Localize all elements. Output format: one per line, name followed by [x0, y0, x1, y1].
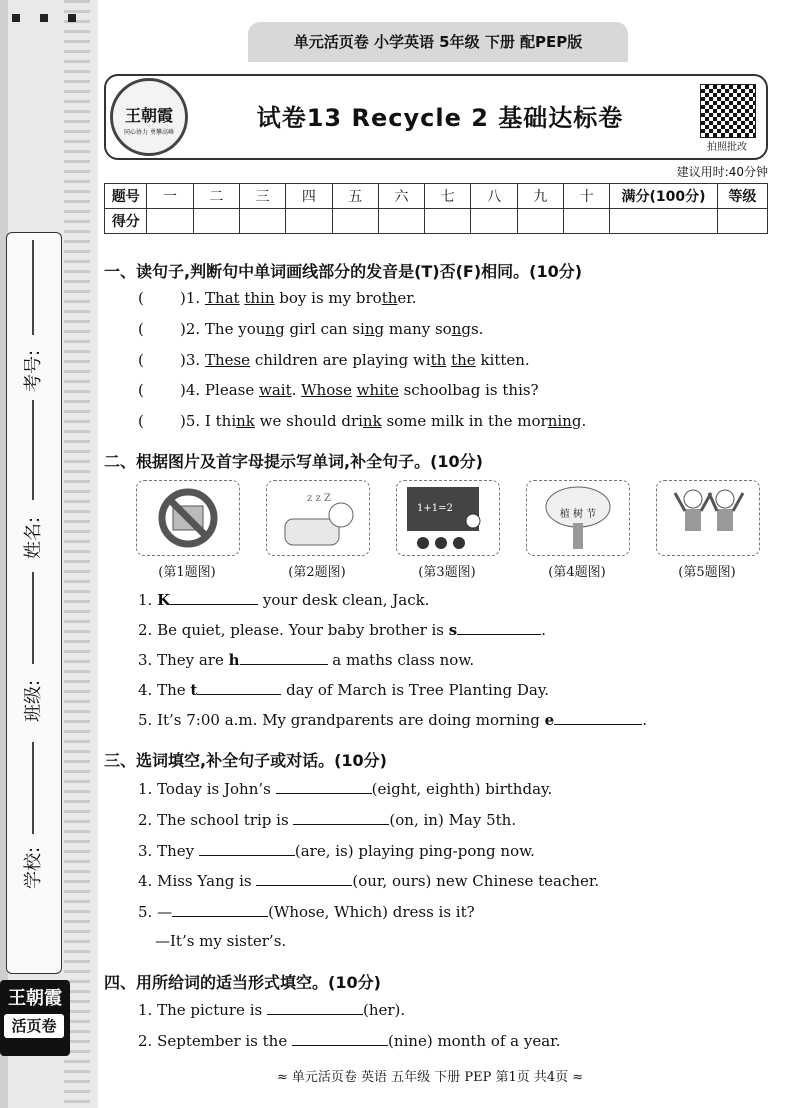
underlined-text: ng [364, 320, 385, 338]
score-cell[interactable] [564, 209, 610, 234]
suggested-time: 建议用时:40分钟 [676, 165, 768, 179]
tree-sign: 植 树 节 [559, 509, 597, 520]
text: (are, is) playing ping-pong now. [294, 842, 535, 860]
s3-item-4 [138, 871, 599, 890]
text: day of March is Tree Planting Day. [281, 681, 550, 699]
page-title: 试卷13 Recycle 2 基础达标卷 [256, 104, 624, 132]
s3-item-5 [138, 902, 475, 921]
picture-caption: (第4题图) [548, 565, 606, 580]
text: (eight, eighth) birthday. [371, 780, 553, 798]
table-cell: 十 [564, 184, 610, 209]
score-cell[interactable] [239, 209, 285, 234]
s1-item-3 [138, 351, 530, 369]
page-footer: ≈ 单元活页卷 英语 五年级 下册 PEP 第1页 共4页 ≈ [276, 1070, 584, 1085]
underlined-text: nk [362, 412, 382, 430]
answer-blank[interactable] [267, 1000, 363, 1015]
answer-blank[interactable] [199, 841, 295, 856]
underlined-text: ng [265, 320, 285, 338]
underlined-text: That [204, 289, 240, 307]
text: girl can si [284, 320, 365, 338]
picture-caption: (第2题图) [288, 565, 346, 580]
answer-blank[interactable] [256, 871, 352, 886]
underlined-text: ng [451, 320, 471, 338]
text: (nine) month of a year. [387, 1032, 561, 1050]
answer-blank[interactable] [293, 810, 389, 825]
score-cell[interactable] [332, 209, 378, 234]
s2-item-3 [138, 650, 474, 669]
text: 4. The [138, 681, 191, 699]
initial-hint: K [157, 591, 171, 609]
underlined-text: These [204, 351, 251, 369]
score-cell[interactable] [610, 209, 717, 234]
text: (Whose, Which) dress is it? [268, 903, 475, 921]
table-cell: 六 [378, 184, 424, 209]
answer-blank[interactable] [197, 680, 281, 695]
text: 1. [138, 591, 158, 609]
class-line[interactable] [32, 572, 34, 664]
s1-item-1 [138, 289, 417, 307]
top-banner-text: 单元活页卷 小学英语 5年级 下册 配PEP版 [293, 33, 583, 51]
s2-item-5 [138, 710, 647, 729]
text: many so [384, 320, 452, 338]
score-cell[interactable] [717, 209, 767, 234]
text: 2. Be quiet, please. Your baby brother is [138, 621, 449, 639]
answer-blank[interactable] [172, 902, 268, 917]
school-line[interactable] [32, 742, 34, 834]
table-cell: 题号 [105, 184, 147, 209]
score-cell[interactable] [147, 209, 193, 234]
picture-4 [526, 480, 630, 556]
table-cell: 等级 [717, 184, 767, 209]
text: 5. — [138, 903, 173, 921]
picture-caption: (第1题图) [158, 565, 216, 580]
text: 4. Miss Yang is [138, 872, 257, 890]
text: . [541, 621, 547, 639]
underlined-text: thin [244, 289, 275, 307]
table-cell: 四 [286, 184, 332, 209]
corner-mark [68, 14, 76, 22]
class-label: 班级: [23, 679, 44, 723]
score-table-header-row [105, 184, 768, 209]
score-cell[interactable] [378, 209, 424, 234]
exercising-kids-icon [657, 481, 759, 555]
section2-heading: 二、根据图片及首字母提示写单词,补全句子。(10分) [104, 452, 483, 471]
text: 1. The picture is [138, 1001, 267, 1019]
s1-item-2 [138, 320, 483, 338]
table-cell: 三 [239, 184, 285, 209]
text: 5. It’s 7:00 a.m. My grandparents are doing morning [138, 711, 545, 729]
text: (on, in) May 5th. [389, 811, 517, 829]
section1-heading: 一、读句子,判断句中单词画线部分的发音是(T)否(F)相同。(10分) [104, 262, 583, 281]
underlined-text: th [430, 351, 447, 369]
answer-paren[interactable]: ( [138, 351, 144, 369]
score-cell[interactable] [471, 209, 517, 234]
text: s. [470, 320, 484, 338]
answer-blank[interactable] [292, 1031, 388, 1046]
text: )1. [180, 289, 205, 307]
underlined-text: ning [547, 412, 582, 430]
score-cell[interactable] [286, 209, 332, 234]
text: 3. They are [138, 651, 229, 669]
sleeping-baby-icon [267, 481, 369, 555]
s2-item-2 [138, 620, 546, 639]
underlined-text: wait [258, 381, 292, 399]
table-cell: 满分(100分) [610, 184, 717, 209]
initial-hint: e [544, 711, 555, 729]
picture-1 [136, 480, 240, 556]
s2-item-1 [138, 590, 429, 609]
picture-caption: (第5题图) [678, 565, 736, 580]
wave-decoration [64, 0, 90, 1108]
text: schoolbag is this? [398, 381, 539, 399]
text: )3. [180, 351, 205, 369]
brand-logo [0, 980, 70, 1056]
s3-item-2 [138, 810, 516, 829]
initial-hint: t [190, 681, 198, 699]
underlined-text: Whose [301, 381, 352, 399]
text: a maths class now. [327, 651, 475, 669]
text: 2. September is the [138, 1032, 292, 1050]
s3-item-3 [138, 841, 535, 860]
initial-hint: s [448, 621, 458, 639]
answer-paren[interactable]: ( [138, 320, 144, 338]
section3-heading: 三、选词填空,补全句子或对话。(10分) [104, 751, 387, 770]
s3-answer-line: —It’s my sister’s. [155, 932, 287, 950]
score-table [104, 183, 768, 234]
section4-heading: 四、用所给词的适当形式填空。(10分) [104, 973, 381, 992]
text: kitten. [475, 351, 530, 369]
brand-name: 王朝霞 [8, 988, 62, 1009]
svg-text:1+1=2: 1+1=2 [417, 503, 453, 514]
score-cell[interactable] [517, 209, 563, 234]
initial-hint: h [228, 651, 240, 669]
s3-item-1 [138, 779, 552, 798]
corner-mark [40, 14, 48, 22]
name-label: 姓名: [23, 516, 44, 560]
s1-item-5 [138, 412, 586, 430]
picture-2 [266, 480, 370, 556]
corner-mark [12, 14, 20, 22]
score-cell[interactable] [193, 209, 239, 234]
answer-blank[interactable] [170, 590, 258, 605]
text: your desk clean, Jack. [258, 591, 430, 609]
score-cell[interactable] [425, 209, 471, 234]
answer-blank[interactable] [240, 650, 328, 665]
answer-paren[interactable]: ( [138, 412, 144, 430]
svg-text:z z Z: z z Z [307, 493, 331, 504]
picture-3 [396, 480, 500, 556]
text: . [291, 381, 302, 399]
logo-subtext: 同心协力 勇攀高峰 [124, 129, 174, 136]
s1-item-4 [138, 381, 539, 399]
text: 2. The school trip is [138, 811, 294, 829]
text: some milk in the mor [381, 412, 548, 430]
no-sign-icon [137, 481, 239, 555]
text: . [581, 412, 587, 430]
table-cell: 九 [517, 184, 563, 209]
text: )5. I thi [180, 412, 237, 430]
text: )4. Please [180, 381, 259, 399]
text: er. [397, 289, 417, 307]
picture-caption: (第3题图) [418, 565, 476, 580]
answer-paren[interactable]: ( [138, 289, 144, 307]
qr-caption: 拍照批改 [707, 142, 747, 153]
text: boy is my bro [274, 289, 382, 307]
text: we should dri [254, 412, 363, 430]
underlined-text: th [381, 289, 398, 307]
text: children are playing wi [250, 351, 431, 369]
answer-blank[interactable] [457, 620, 541, 635]
qr-code-icon[interactable] [700, 84, 756, 138]
answer-blank[interactable] [554, 710, 642, 725]
underlined-text: the [451, 351, 476, 369]
table-cell: 七 [425, 184, 471, 209]
answer-blank[interactable] [276, 779, 372, 794]
table-cell: 八 [471, 184, 517, 209]
s2-item-4 [138, 680, 549, 699]
brand-subtitle: 活页卷 [4, 1014, 64, 1038]
table-cell: 得分 [105, 209, 147, 234]
school-label: 学校: [23, 846, 44, 890]
underlined-text: nk [236, 412, 255, 430]
picture-5 [656, 480, 760, 556]
exam-number-line[interactable] [32, 240, 34, 335]
table-cell: 五 [332, 184, 378, 209]
s4-item-1 [138, 1000, 405, 1019]
exam-number-label: 考号: [23, 349, 44, 393]
underlined-text: white [356, 381, 399, 399]
text: (her). [362, 1001, 406, 1019]
table-cell: 一 [147, 184, 193, 209]
table-cell: 二 [193, 184, 239, 209]
text: (our, ours) new Chinese teacher. [352, 872, 600, 890]
text: 3. They [138, 842, 199, 860]
score-table-score-row [105, 209, 768, 234]
text: )2. The you [180, 320, 266, 338]
text: 1. Today is John’s [138, 780, 276, 798]
answer-paren[interactable]: ( [138, 381, 144, 399]
publisher-logo [110, 78, 188, 156]
classroom-icon [397, 481, 499, 555]
logo-text: 王朝霞 [124, 106, 173, 125]
s4-item-2 [138, 1031, 560, 1050]
text: . [642, 711, 647, 729]
name-line[interactable] [32, 400, 34, 500]
